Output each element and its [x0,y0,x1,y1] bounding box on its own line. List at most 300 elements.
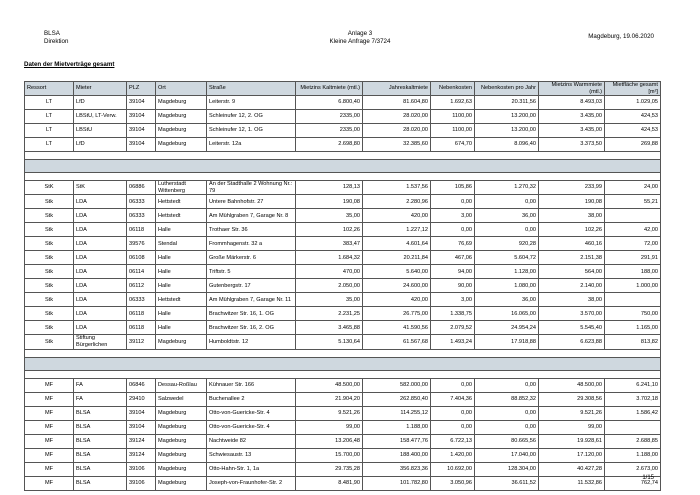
cell-ressort: MF [25,392,74,406]
cell-mieter: FA [74,392,127,406]
cell-plz: 39104 [127,96,156,110]
cell-ressort: LT [25,110,74,124]
cell-ressort: Stk [25,335,74,349]
cell-mieter: LfD [74,138,127,152]
cell-jahreskaltmiete: 262.850,40 [363,392,431,406]
cell-mieter: BLSA [74,476,127,490]
header-mietflaeche: Mietfläche gesamt [m²] [605,82,661,96]
cell-jahreskaltmiete: 81.604,80 [363,96,431,110]
cell-kaltmiete: 383,47 [296,237,363,251]
cell-plz: 39106 [127,462,156,476]
cell-nebenkosten-jahr: 0,00 [475,378,539,392]
cell-warmmiete: 564,00 [539,265,605,279]
cell-strasse: Otto-von-Guericke-Str. 4 [207,406,296,420]
cell-nebenkosten-jahr: 8.096,40 [475,138,539,152]
cell-ort: Magdeburg [156,462,207,476]
table-row [25,181,661,195]
cell-strasse: Kühnauer Str. 166 [207,378,296,392]
cell-nebenkosten-jahr: 13.200,00 [475,124,539,138]
cell-ort: Magdeburg [156,335,207,349]
cell-kaltmiete: 35,00 [296,209,363,223]
cell-kaltmiete: 29.735,28 [296,462,363,476]
cell-jahreskaltmiete: 41.590,56 [363,321,431,335]
cell-ressort: LT [25,124,74,138]
cell-mieter: Stiftung Bürgerlichen [74,335,127,349]
cell-ort: Halle [156,279,207,293]
cell-plz: 39124 [127,448,156,462]
cell-plz: 39112 [127,335,156,349]
cell-nebenkosten-jahr: 36,00 [475,209,539,223]
cell-strasse: Große Märkerstr. 6 [207,251,296,265]
cell-ort: Salzwedel [156,392,207,406]
page-number: 1/15 [642,475,654,481]
blank-row [25,349,661,357]
cell-ort: Halle [156,251,207,265]
table-row [25,195,661,209]
cell-ort: Halle [156,321,207,335]
cell-mietflaeche [605,420,661,434]
cell-warmmiete: 48.500,00 [539,378,605,392]
cell-warmmiete: 99,00 [539,420,605,434]
cell-jahreskaltmiete: 101.782,80 [363,476,431,490]
cell-mieter: FA [74,378,127,392]
blank-row-cell [25,173,661,181]
cell-ressort: Stk [25,237,74,251]
cell-ort: Lutherstadt Wittenberg [156,181,207,195]
cell-plz: 06114 [127,265,156,279]
cell-kaltmiete: 9.521,26 [296,406,363,420]
cell-strasse: Schleinufer 12, 1. OG [207,124,296,138]
cell-jahreskaltmiete: 61.567,68 [363,335,431,349]
blank-row [25,370,661,378]
cell-strasse: Nachtweide 82 [207,434,296,448]
table-row [25,251,661,265]
cell-nebenkosten-jahr: 1.080,00 [475,279,539,293]
cell-mieter: LDA [74,223,127,237]
cell-ressort: MF [25,462,74,476]
cell-mietflaeche: 750,00 [605,307,661,321]
cell-mieter: LDA [74,251,127,265]
cell-mietflaeche: 1.188,00 [605,448,661,462]
cell-plz: 06112 [127,279,156,293]
cell-kaltmiete: 2.050,00 [296,279,363,293]
cell-ort: Hettstedt [156,195,207,209]
cell-kaltmiete: 6.800,40 [296,96,363,110]
cell-nebenkosten: 2.079,52 [431,321,475,335]
cell-strasse: Schleinufer 12, 2. OG [207,110,296,124]
cell-strasse: Triftstr. 5 [207,265,296,279]
cell-ort: Magdeburg [156,110,207,124]
cell-jahreskaltmiete: 1.537,56 [363,181,431,195]
cell-kaltmiete: 2335,00 [296,124,363,138]
cell-mietflaeche [605,293,661,307]
cell-nebenkosten-jahr: 80.665,56 [475,434,539,448]
cell-mietflaeche: 1.586,42 [605,406,661,420]
cell-plz: 39124 [127,434,156,448]
cell-jahreskaltmiete: 28.020,00 [363,124,431,138]
cell-kaltmiete: 13.206,48 [296,434,363,448]
cell-nebenkosten-jahr: 36.611,52 [475,476,539,490]
cell-strasse: Am Mühlgraben 7, Garage Nr. 11 [207,293,296,307]
cell-jahreskaltmiete: 20.211,84 [363,251,431,265]
table-row [25,223,661,237]
cell-plz: 06333 [127,293,156,307]
cell-kaltmiete: 1.684,32 [296,251,363,265]
cell-mietflaeche: 424,53 [605,124,661,138]
cell-kaltmiete: 190,08 [296,195,363,209]
header-date: Magdeburg, 19.06.2020 [588,33,654,40]
cell-plz: 39104 [127,420,156,434]
cell-ressort: Stk [25,279,74,293]
cell-mieter: LDA [74,237,127,251]
cell-jahreskaltmiete: 1.188,00 [363,420,431,434]
cell-plz: 39104 [127,406,156,420]
cell-jahreskaltmiete: 2.280,96 [363,195,431,209]
cell-warmmiete: 3.435,00 [539,124,605,138]
table-body [25,96,661,490]
cell-nebenkosten: 105,86 [431,181,475,195]
cell-jahreskaltmiete: 158.477,76 [363,434,431,448]
cell-plz: 06108 [127,251,156,265]
cell-ort: Magdeburg [156,476,207,490]
cell-nebenkosten-jahr: 17.040,00 [475,448,539,462]
table-row [25,476,661,490]
blank-row-cell [25,349,661,357]
cell-warmmiete: 40.427,28 [539,462,605,476]
cell-warmmiete: 5.545,40 [539,321,605,335]
header-plz: PLZ [127,82,156,96]
cell-ressort: Stk [25,223,74,237]
cell-ort: Dessau-Roßlau [156,378,207,392]
cell-ort: Magdeburg [156,96,207,110]
header-ressort: Ressort [25,82,74,96]
table-row [25,209,661,223]
cell-mietflaeche: 24,00 [605,181,661,195]
cell-mietflaeche: 3.702,18 [605,392,661,406]
cell-nebenkosten: 7.404,36 [431,392,475,406]
cell-mietflaeche: 1.000,00 [605,279,661,293]
header-kaltmiete: Mietzins Kaltmiete (mtl.) [296,82,363,96]
cell-plz: 06886 [127,181,156,195]
cell-mieter: BLSA [74,462,127,476]
attachment-label: Anlage 3 [347,30,373,37]
header-nebenkosten: Nebenkosten [431,82,475,96]
cell-plz: 29410 [127,392,156,406]
header-left [44,30,68,46]
cell-ort: Stendal [156,237,207,251]
blank-row [25,152,661,160]
cell-kaltmiete: 35,00 [296,293,363,307]
cell-warmmiete: 6.623,88 [539,335,605,349]
cell-strasse: Brachwitzer Str. 16, 1. OG [207,307,296,321]
inquiry-label: Kleine Anfrage 7/3724 [329,38,391,45]
cell-ressort: MF [25,476,74,490]
cell-strasse: Brachwitzer Str. 16, 2. OG [207,321,296,335]
cell-kaltmiete: 2.698,80 [296,138,363,152]
cell-jahreskaltmiete: 420,00 [363,209,431,223]
table-row [25,448,661,462]
cell-mietflaeche: 55,21 [605,195,661,209]
cell-nebenkosten: 1100,00 [431,124,475,138]
cell-jahreskaltmiete: 28.020,00 [363,110,431,124]
cell-nebenkosten-jahr: 16.065,00 [475,307,539,321]
table-row [25,420,661,434]
table-row [25,237,661,251]
cell-mieter: StK [74,181,127,195]
cell-nebenkosten: 1100,00 [431,110,475,124]
cell-mietflaeche: 72,00 [605,237,661,251]
cell-mieter: LDA [74,293,127,307]
cell-plz: 06118 [127,307,156,321]
table-row [25,307,661,321]
cell-ort: Magdeburg [156,124,207,138]
cell-mieter: LDA [74,195,127,209]
cell-nebenkosten: 1.692,63 [431,96,475,110]
cell-kaltmiete: 2335,00 [296,110,363,124]
cell-warmmiete: 2.151,38 [539,251,605,265]
cell-plz: 39106 [127,476,156,490]
section-title: Daten der Mietverträge gesamt [24,61,115,68]
cell-kaltmiete: 99,00 [296,420,363,434]
cell-nebenkosten: 76,69 [431,237,475,251]
cell-strasse: Buchenallee 2 [207,392,296,406]
cell-ort: Magdeburg [156,420,207,434]
cell-strasse: Leiterstr. 9 [207,96,296,110]
cell-nebenkosten: 3,00 [431,293,475,307]
cell-nebenkosten-jahr: 20.311,56 [475,96,539,110]
cell-nebenkosten: 94,00 [431,265,475,279]
table-row [25,265,661,279]
cell-strasse: An der Stadthalle 2 Wohnung Nr.: 79 [207,181,296,195]
cell-nebenkosten: 1.338,75 [431,307,475,321]
cell-mietflaeche: 1.029,05 [605,96,661,110]
cell-nebenkosten: 90,00 [431,279,475,293]
cell-mietflaeche: 42,00 [605,223,661,237]
org-unit: Direktion [44,38,69,45]
cell-ressort: MF [25,378,74,392]
table-row [25,462,661,476]
cell-mietflaeche: 2.673,00 [605,462,661,476]
cell-mieter: BLSA [74,434,127,448]
cell-strasse: Humboldtstr. 12 [207,335,296,349]
cell-warmmiete: 19.928,61 [539,434,605,448]
cell-nebenkosten-jahr: 0,00 [475,420,539,434]
cell-plz: 06333 [127,209,156,223]
header-mieter: Mieter [74,82,127,96]
cell-ressort: Stk [25,209,74,223]
cell-kaltmiete: 102,26 [296,223,363,237]
header-strasse: Straße [207,82,296,96]
cell-plz: 39104 [127,110,156,124]
cell-kaltmiete: 48.500,00 [296,378,363,392]
cell-ressort: Stk [25,195,74,209]
separator-row-cell [25,357,661,370]
header-jahreskaltmiete: Jahreskaltmiete [363,82,431,96]
cell-plz: 06118 [127,223,156,237]
cell-kaltmiete: 3.465,88 [296,321,363,335]
org-name: BLSA [44,30,60,37]
blank-row-cell [25,152,661,160]
cell-mietflaeche: 269,88 [605,138,661,152]
table-header [25,82,661,96]
cell-strasse: Joseph-von-Fraunhofer-Str. 2 [207,476,296,490]
cell-ort: Hettstedt [156,293,207,307]
cell-warmmiete: 8.493,03 [539,96,605,110]
cell-kaltmiete: 8.481,90 [296,476,363,490]
cell-mieter: LDA [74,265,127,279]
cell-plz: 39104 [127,124,156,138]
cell-mietflaeche: 6.241,10 [605,378,661,392]
cell-strasse: Otto-von-Guericke-Str. 4 [207,420,296,434]
cell-mieter: BLSA [74,420,127,434]
cell-kaltmiete: 470,00 [296,265,363,279]
cell-ort: Halle [156,223,207,237]
cell-ort: Magdeburg [156,138,207,152]
table-row [25,138,661,152]
cell-warmmiete: 3.373,50 [539,138,605,152]
cell-ort: Halle [156,307,207,321]
cell-mieter: BLSA [74,448,127,462]
cell-nebenkosten-jahr: 128.304,00 [475,462,539,476]
cell-kaltmiete: 15.700,00 [296,448,363,462]
cell-warmmiete: 9.521,26 [539,406,605,420]
cell-nebenkosten-jahr: 920,28 [475,237,539,251]
cell-nebenkosten: 3,00 [431,209,475,223]
cell-mieter: LDA [74,279,127,293]
cell-ort: Magdeburg [156,434,207,448]
cell-nebenkosten: 10.692,00 [431,462,475,476]
cell-nebenkosten: 1.420,00 [431,448,475,462]
cell-mieter: LDA [74,209,127,223]
cell-ressort: Stk [25,293,74,307]
cell-ressort: MF [25,406,74,420]
cell-warmmiete: 102,26 [539,223,605,237]
blank-row-cell [25,370,661,378]
cell-ressort: LT [25,138,74,152]
cell-nebenkosten: 467,06 [431,251,475,265]
cell-warmmiete: 3.435,00 [539,110,605,124]
cell-warmmiete: 38,00 [539,209,605,223]
blank-row [25,173,661,181]
cell-plz: 39576 [127,237,156,251]
cell-jahreskaltmiete: 26.775,00 [363,307,431,321]
cell-mietflaeche: 291,91 [605,251,661,265]
table-row [25,110,661,124]
cell-nebenkosten: 1.493,24 [431,335,475,349]
cell-nebenkosten-jahr: 13.200,00 [475,110,539,124]
cell-kaltmiete: 128,13 [296,181,363,195]
cell-ressort: StK [25,181,74,195]
cell-nebenkosten-jahr: 88.852,32 [475,392,539,406]
cell-ressort: Stk [25,307,74,321]
cell-strasse: Frommhagenstr. 32 a [207,237,296,251]
cell-warmmiete: 233,99 [539,181,605,195]
cell-mieter: LDA [74,321,127,335]
cell-mietflaeche: 762,74 [605,476,661,490]
cell-nebenkosten-jahr: 0,00 [475,223,539,237]
cell-jahreskaltmiete: 32.385,60 [363,138,431,152]
cell-nebenkosten: 0,00 [431,420,475,434]
cell-mietflaeche: 188,00 [605,265,661,279]
lease-table [24,81,661,491]
cell-mietflaeche [605,209,661,223]
cell-ort: Magdeburg [156,448,207,462]
cell-nebenkosten: 3.050,96 [431,476,475,490]
cell-strasse: Leiterstr. 12a [207,138,296,152]
cell-plz: 06333 [127,195,156,209]
cell-nebenkosten-jahr: 17.918,88 [475,335,539,349]
cell-jahreskaltmiete: 5.640,00 [363,265,431,279]
header-warmmiete: Mietzins Warmmiete (mtl.) [539,82,605,96]
cell-nebenkosten-jahr: 1.128,00 [475,265,539,279]
cell-nebenkosten-jahr: 24.954,24 [475,321,539,335]
header-center [300,30,420,46]
cell-warmmiete: 460,16 [539,237,605,251]
cell-mieter: BLSA [74,406,127,420]
cell-warmmiete: 2.140,00 [539,279,605,293]
cell-ressort: Stk [25,265,74,279]
cell-mietflaeche: 813,82 [605,335,661,349]
table-row [25,293,661,307]
cell-ressort: MF [25,434,74,448]
cell-mieter: LBStU [74,124,127,138]
cell-ort: Magdeburg [156,406,207,420]
cell-ort: Hettstedt [156,209,207,223]
cell-strasse: Trothaer Str. 36 [207,223,296,237]
cell-nebenkosten: 0,00 [431,223,475,237]
separator-row [25,357,661,370]
cell-strasse: Otto-Hahn-Str. 1, 1a [207,462,296,476]
cell-strasse: Gutenbergstr. 17 [207,279,296,293]
cell-ort: Halle [156,265,207,279]
cell-jahreskaltmiete: 420,00 [363,293,431,307]
cell-mietflaeche: 1.165,00 [605,321,661,335]
cell-ressort: LT [25,96,74,110]
cell-jahreskaltmiete: 114.255,12 [363,406,431,420]
table-row [25,279,661,293]
table-header-row [25,82,661,96]
cell-nebenkosten-jahr: 36,00 [475,293,539,307]
cell-nebenkosten: 0,00 [431,378,475,392]
cell-jahreskaltmiete: 356.823,36 [363,462,431,476]
cell-warmmiete: 190,08 [539,195,605,209]
cell-mietflaeche: 2.688,85 [605,434,661,448]
cell-nebenkosten: 674,70 [431,138,475,152]
cell-ressort: Stk [25,321,74,335]
cell-nebenkosten: 0,00 [431,195,475,209]
cell-jahreskaltmiete: 188.400,00 [363,448,431,462]
cell-kaltmiete: 5.130,64 [296,335,363,349]
cell-nebenkosten-jahr: 0,00 [475,406,539,420]
separator-row [25,160,661,173]
cell-plz: 39104 [127,138,156,152]
table-row [25,434,661,448]
header-nebenkosten-jahr: Nebenkosten pro Jahr [475,82,539,96]
cell-plz: 06118 [127,321,156,335]
table-row [25,335,661,349]
cell-jahreskaltmiete: 4.601,64 [363,237,431,251]
cell-kaltmiete: 21.904,20 [296,392,363,406]
cell-mieter: LfD [74,96,127,110]
cell-mieter: LDA [74,307,127,321]
cell-kaltmiete: 2.231,25 [296,307,363,321]
cell-ressort: Stk [25,251,74,265]
table-row [25,378,661,392]
table-row [25,321,661,335]
cell-jahreskaltmiete: 1.227,12 [363,223,431,237]
table-row [25,96,661,110]
cell-strasse: Untere Bahnhofstr. 27 [207,195,296,209]
